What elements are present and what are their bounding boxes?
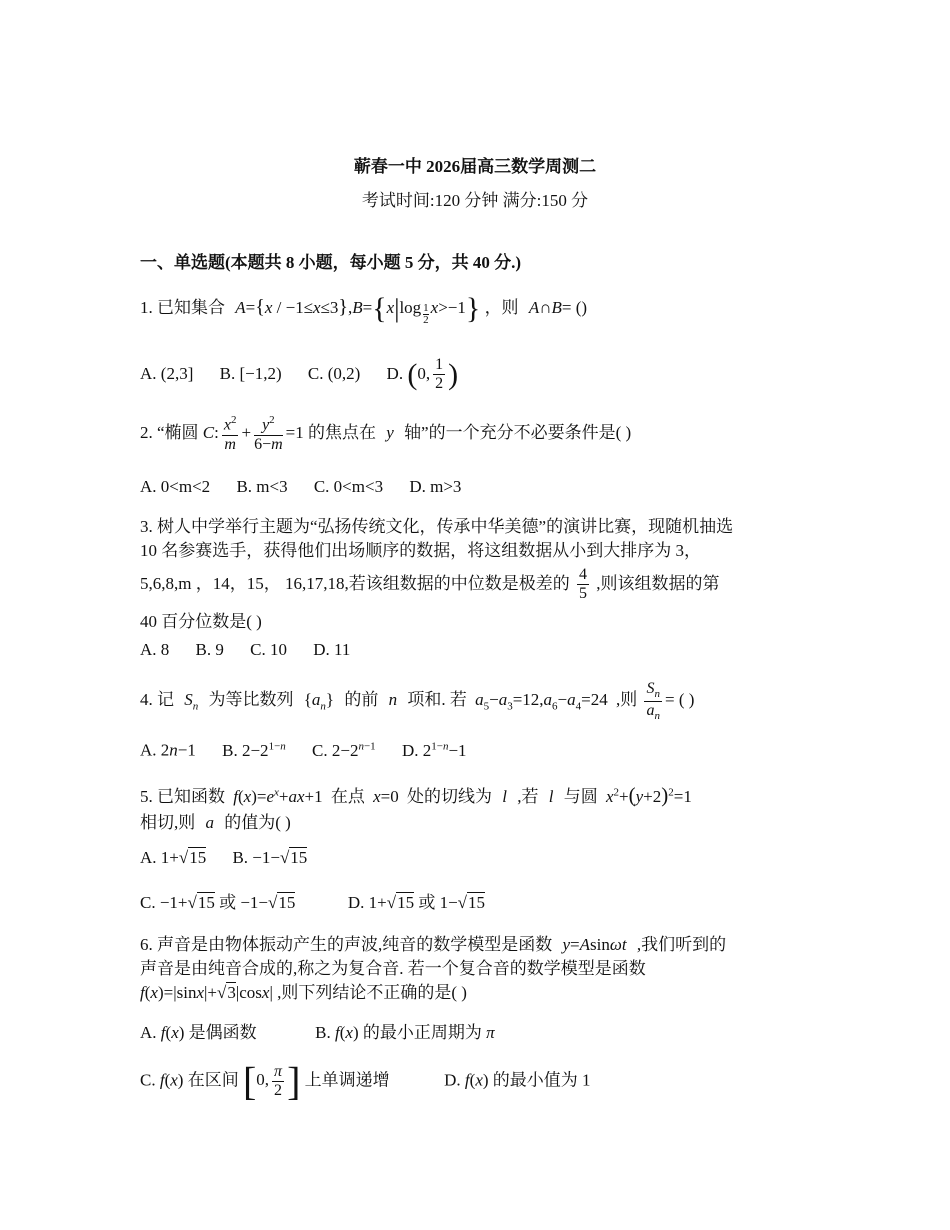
q4-options: A. 2n−1 B. $2-2^{1-n}$ C. $2-2^{n-1}$ D. $2^{1-n}-1$	[140, 740, 467, 760]
q1-option-d-label: D.	[386, 363, 404, 383]
q6-line-2: 声音是由纯音合成的,称之为复合音. 若一个复合音的数学模型是函数	[140, 959, 646, 978]
q3-line-2: 10 名参赛选手，获得他们出场顺序的数据，将这组数据从小到大排序为 3，	[140, 541, 701, 560]
exam-title: 蕲春一中 2026届高三数学周测二	[353, 157, 597, 176]
q2-options	[140, 477, 461, 497]
q4-mid3: 项和. 若	[407, 690, 467, 710]
q3-option-d: D. 11	[313, 640, 351, 659]
section-heading: 一、单选题(本题共 8 小题，每小题 5 分，共 40 分.)	[140, 253, 522, 272]
q2-prefix: 2. “椭圆	[140, 422, 199, 442]
q1-intersection: A∩B=	[528, 297, 572, 317]
q6-option-d: 的最小值为 1	[492, 1070, 591, 1090]
question-1	[140, 292, 587, 326]
q6-option-a: 是偶函数	[188, 1023, 257, 1042]
q5-mid1: 在点	[330, 787, 365, 806]
q1-set-expression: A={x / −1≤x≤3},B={x|log $\frac{1}{2}$ x>−1}	[235, 292, 481, 326]
q5-prefix: 5. 已知函数	[140, 787, 225, 806]
q2-tail: 轴”的一个充分不必要条件是( )	[404, 422, 632, 442]
question-6-line-3: f(x)=|sinx|+√3|cosx| ,则下列结论不正确的是( )	[140, 983, 467, 1002]
q3-options	[140, 640, 350, 660]
q3-line-3b: ,则该组数据的第	[596, 573, 720, 593]
q3-option-a: A. 8	[140, 640, 170, 659]
q5-options-cd: C. −1+√15 或 −1−√15 D. 1+√15 或 1−√15	[140, 893, 485, 912]
q3-line-1: 3. 树人中学举行主题为“弘扬传统文化，传承中华美德”的演讲比赛，现随机抽选	[140, 517, 734, 536]
q3-option-c: C. 10	[250, 640, 287, 659]
q3-line-3a: 5,6,8,m ，14，15， 16,17,18,若该组数据的中位数是极差的	[140, 573, 570, 593]
q5-mid2: 处的切线为	[407, 787, 493, 806]
q4-mid1: 为等比数列	[208, 690, 294, 710]
q6-option-c-part1: 在区间	[187, 1070, 239, 1090]
q6-options-ab: A. f(x) 是偶函数 B. f(x) 的最小正周期为 π	[140, 1023, 495, 1042]
q1-end: ()	[575, 297, 588, 317]
question-2: 2. “椭圆 C: $\frac{x^2}{m}$ + $\frac{y^2}{6-m}$ =1 的焦点在 y 轴”的一个充分不必要条件是( )	[140, 414, 632, 453]
q2-ellipse-equation: C: $\frac{x^2}{m}$ + $\frac{y^2}{6-m}$ =1	[202, 414, 304, 453]
q6-line-1a: 6. 声音是由物体振动产生的声波,纯音的数学模型是函数	[140, 935, 553, 954]
q5-or-c: 或	[219, 893, 237, 912]
q4-end: ( )	[678, 690, 695, 710]
q6-line-3b: ,则下列结论不正确的是( )	[277, 983, 467, 1002]
q1-options: A. (2,3] B. [−1,2) C. (0,2) D. (0, $\frac{1}{2}$ )	[140, 356, 459, 393]
q1-option-c-label: C.	[307, 363, 324, 383]
q6-option-c-part2: 上单调递增	[304, 1070, 390, 1090]
q3-option-b: B. 9	[195, 640, 224, 659]
q2-mid: 的焦点在	[308, 422, 377, 442]
q5-line-2b: 的值为( )	[224, 813, 291, 832]
q2-option-b: B. m<3	[236, 477, 288, 496]
q3-line-4: 40 百分位数是( )	[140, 612, 262, 631]
q4-prefix: 4. 记	[140, 690, 174, 710]
q2-option-c: C. 0<m<3	[313, 477, 384, 496]
question-4: 4. 记 $S_n$ 为等比数列 $\{a_n\}$ 的前 n 项和. 若 $a_5-a_3=12,a_6-a_4=24$ ,则 $\frac{S_n}{a_n}$ = ( )	[140, 680, 695, 723]
q5-line-2a: 相切,则	[140, 813, 196, 832]
q3-fraction: $\frac{4}{5}$	[578, 566, 587, 603]
q5-mid4: 与圆	[563, 787, 598, 806]
question-6-line-1: 6. 声音是由物体振动产生的声波,纯音的数学模型是函数 y=Asinωt ,我们听到的	[140, 935, 727, 954]
question-5: 5. 已知函数 $f(x)=e^x+ax+1$ 在点 x=0 处的切线为 l ,若 l 与圆 $x^2+(y+2)^2=1$	[140, 783, 692, 807]
q5-mid3: ,若	[517, 787, 539, 806]
question-5-line-2: 相切,则 a 的值为( )	[140, 813, 291, 832]
q6-line-1b: ,我们听到的	[636, 935, 727, 954]
q5-options-ab: A. 1+√15 B. −1−√15	[140, 848, 308, 867]
q1-option-a-label: A.	[140, 363, 157, 383]
q1-prefix: 1. 已知集合	[140, 297, 225, 317]
q5-or-d: 或	[418, 893, 436, 912]
q2-option-a: A. 0<m<2	[140, 477, 211, 496]
q2-option-d: D. m>3	[409, 477, 462, 496]
q6-options-cd: C. f(x) 在区间 [0, $\frac{\pi}{2}$ ] 上单调递增 D. f(x) 的最小值为 1	[140, 1059, 591, 1104]
exam-subtitle: 考试时间:120 分钟 满分:150 分	[361, 191, 589, 210]
q1-suffix: ，则	[484, 297, 519, 317]
q6-option-b: 的最小正周期为	[362, 1023, 482, 1042]
q4-mid4: ,则	[615, 690, 638, 710]
q3-line-3	[140, 566, 719, 604]
q4-mid2: 的前	[344, 690, 379, 710]
q1-option-b-label: B.	[219, 363, 236, 383]
